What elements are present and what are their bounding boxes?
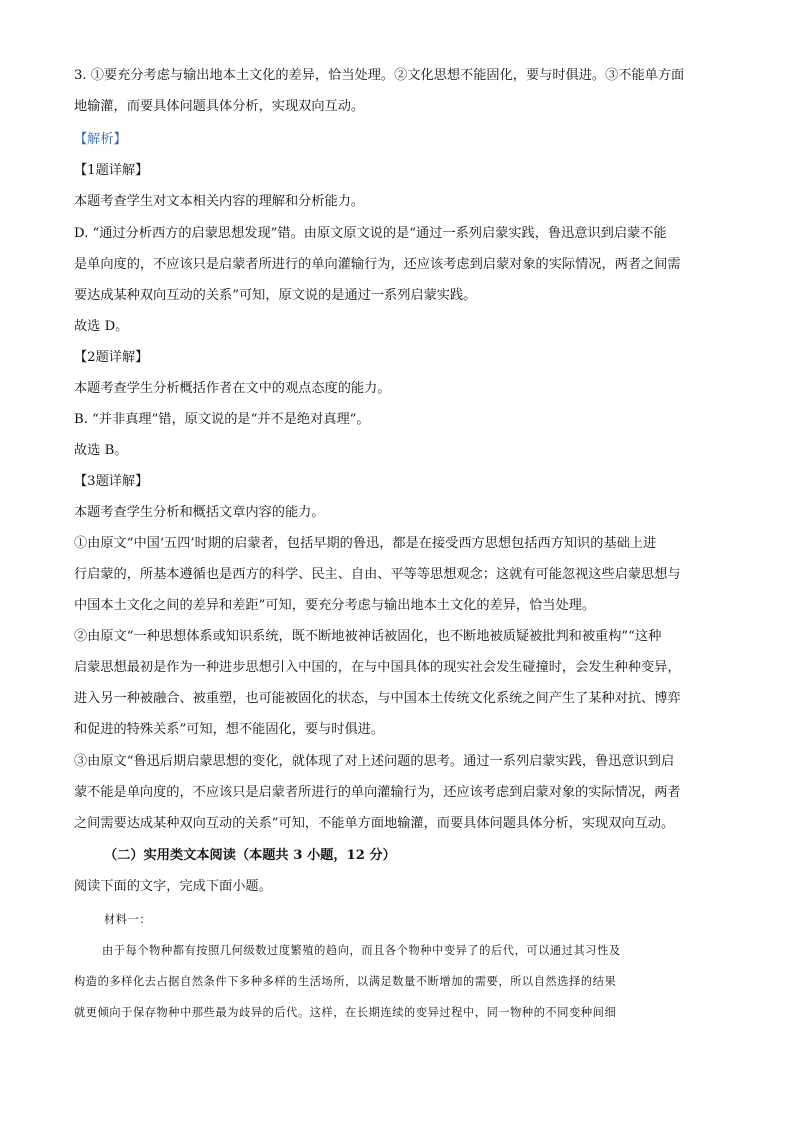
q3-line-11: 之间需要达成某种双向互动的关系”可知，不能单方面地输灌，而要具体问题具体分析，实现双向互动。 — [74, 816, 675, 831]
q1-line-5: 故选 D。 — [74, 319, 129, 334]
q3-line-8: 和促进的特殊关系”可知，想不能固化，要与时俱进。 — [74, 722, 385, 737]
answer-line-1: 3. ①要充分考虑与输出地本土文化的差异，恰当处理。②文化思想不能固化，要与时俱进。③不能单方面 — [74, 68, 685, 83]
material-line-1: 由于每个物种都有按照几何级数过度繁殖的趋向，而且各个物种中变异了的后代，可以通过其习性及 — [102, 944, 621, 957]
q3-line-5: ②由原文“一种思想体系或知识系统，既不断地被神话被固化，也不断地被质疑被批判和被重构”“这种 — [74, 629, 662, 644]
q3-line-7: 进入另一种被融合、被重塑，也可能被固化的状态，与中国本土传统文化系统之间产生了某种对抗、博弈 — [74, 691, 681, 706]
material-label: 材料一： — [104, 913, 152, 926]
q3-line-10: 蒙不能是单向度的，不应该只是启蒙者所进行的单向灌输行为，还应该考虑到启蒙对象的实际情况，两者 — [74, 785, 681, 800]
analysis-label: 【解析】 — [74, 132, 127, 147]
q3-line-6: 启蒙思想最初是作为一种进步思想引入中国的，在与中国具体的现实社会发生碰撞时，会发生种种变异， — [74, 660, 681, 675]
q3-line-2: ①由原文“中国‘五四’时期的启蒙者，包括早期的鲁迅，都是在接受西方思想包括西方知识的基础上进 — [74, 536, 657, 551]
q3-line-3: 行启蒙的，所基本遵循也是西方的科学、民主、自由、平等等思想观念；这就有可能忽视这些启蒙思想与 — [74, 567, 681, 582]
q2-line-1: 本题考查学生分析概括作者在文中的观点态度的能力。 — [74, 381, 391, 396]
section-title: （二）实用类文本阅读（本题共 3 小题，12 分） — [104, 848, 396, 863]
q1-heading: 【1题详解】 — [74, 163, 149, 178]
q1-line-2: D. “通过分析西方的启蒙思想发现”错。由原文原文说的是“通过一系列启蒙实践，鲁迅意识到启蒙不能 — [74, 226, 667, 241]
material-line-2: 构造的多样化去占据自然条件下多种多样的生活场所，以满足数量不断增加的需要，所以自然选择的结果 — [74, 975, 617, 988]
q1-line-1: 本题考查学生对文本相关内容的理解和分析能力。 — [74, 194, 365, 209]
q2-line-2: B. “并非真理”错，原文说的是“并不是绝对真理”。 — [74, 412, 370, 427]
q3-heading: 【3题详解】 — [74, 474, 149, 489]
section-instruction: 阅读下面的文字，完成下面小题。 — [74, 879, 272, 894]
q1-line-3: 是单向度的，不应该只是启蒙者所进行的单向灌输行为，还应该考虑到启蒙对象的实际情况，两者之间需 — [74, 257, 681, 272]
q3-line-9: ③由原文“鲁迅后期启蒙思想的变化，就体现了对上述问题的思考。通过一系列启蒙实践，鲁迅意识到启 — [74, 754, 675, 769]
answer-line-2: 地输灌，而要具体问题具体分析，实现双向互动。 — [74, 99, 365, 114]
q3-line-1: 本题考查学生分析和概括文章内容的能力。 — [74, 505, 325, 520]
q2-line-3: 故选 B。 — [74, 443, 128, 458]
q1-line-4: 要达成某种双向互动的关系”可知，原文说的是通过一系列启蒙实践。 — [74, 288, 477, 303]
material-line-3: 就更倾向于保存物种中那些最为歧异的后代。这样，在长期连续的变异过程中，同一物种的不同变种间细 — [74, 1006, 617, 1019]
q2-heading: 【2题详解】 — [74, 350, 149, 365]
q3-line-4: 中国本土文化之间的差异和差距”可知，要充分考虑与输出地本土文化的差异，恰当处理。 — [74, 598, 596, 613]
